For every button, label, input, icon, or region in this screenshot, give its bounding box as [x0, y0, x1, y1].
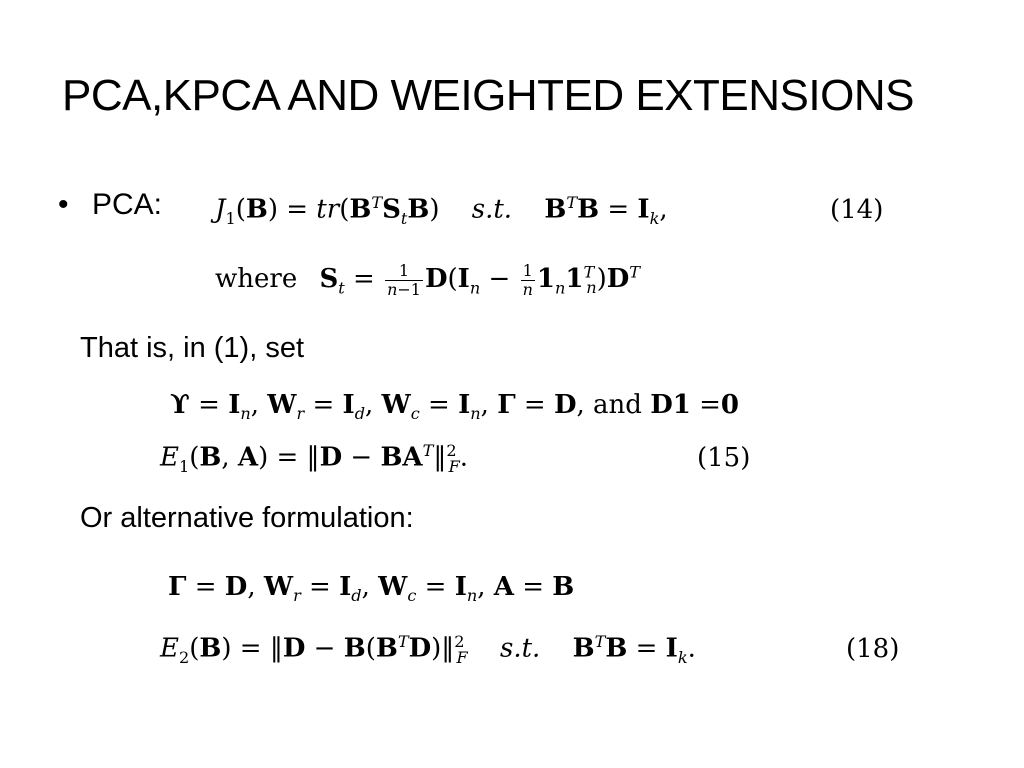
bullet-glyph: •	[58, 188, 69, 221]
paragraph-that-is: That is, in (1), set	[80, 332, 305, 364]
bullet-label: PCA:	[92, 188, 163, 221]
equation-15: $E_1(B$, A) = ‖D − $BA^T‖^2_F$.	[160, 441, 469, 476]
where-text: where	[215, 264, 298, 295]
equation-14: $J_1(B) = tr(B^TS_tB)$ s.t. $B^TB = I_k$,	[215, 193, 668, 228]
equation-14-number: (14)	[830, 195, 884, 225]
equation-18-number: (18)	[846, 634, 900, 664]
slide-title: PCA,KPCA AND WEIGHTED EXTENSIONS	[62, 71, 914, 120]
equation-18: $E_2(B)$ = ‖D − $B(B^TD)‖^2_F$ s.t. $B^TB = I_k$.	[160, 632, 696, 667]
equation-15-number: (15)	[697, 443, 751, 473]
bullet-pca	[58, 188, 162, 222]
equation-set: $ϒ = I_n$, $W_r = I_d$, $W_c = I_n$, Γ = D, and D1 =0	[170, 390, 740, 424]
equation-alternative: Γ = D, $W_r = I_d$, $W_c = I_n$, A = B	[168, 572, 575, 606]
paragraph-alternative: Or alternative formulation:	[80, 502, 414, 534]
where-equation: where $S_t$ = $\frac{1}{n-1}$ $D(I_n$ − $\frac{1}{n}$ $1_n1^T_n)D^T$	[215, 261, 641, 299]
where-clip	[210, 252, 730, 302]
